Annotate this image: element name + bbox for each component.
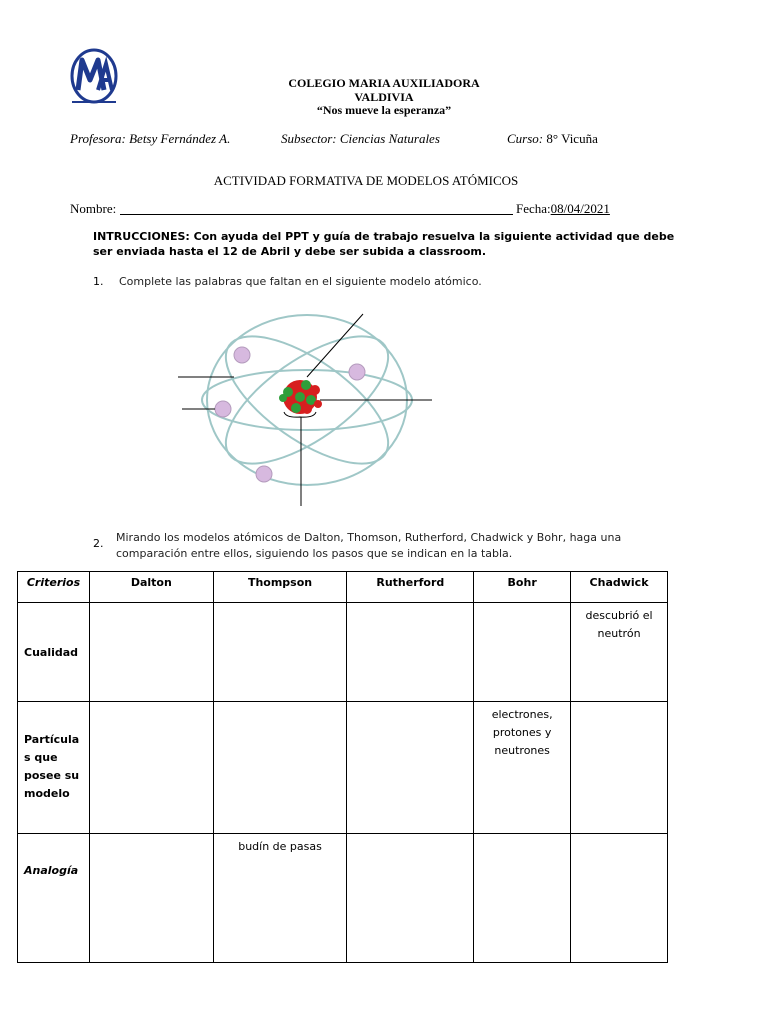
teacher-line (70, 131, 230, 147)
date-value: 08/04/2021 (550, 201, 610, 216)
table-row (18, 833, 668, 962)
date-field (516, 201, 610, 217)
cell-particulas-rutherford[interactable] (347, 701, 474, 833)
instructions-label: INTRUCCIONES: (93, 230, 190, 243)
criterion-analogia: Analogía (18, 833, 90, 962)
electron-4 (256, 466, 272, 482)
comparison-table (17, 571, 668, 963)
cell-analogia-chadwick[interactable] (571, 833, 668, 962)
cell-particulas-bohr[interactable]: electrones, protones y neutrones (474, 701, 571, 833)
course-label: Curso: (507, 131, 544, 146)
activity-title: ACTIVIDAD FORMATIVA DE MODELOS ATÓMICOS (213, 173, 519, 188)
cell-particulas-thompson[interactable] (213, 701, 347, 833)
teacher-name: Betsy Fernández A. (129, 131, 231, 146)
criterion-cualidad: Cualidad (18, 603, 90, 702)
cell-cualidad-dalton[interactable] (89, 603, 213, 702)
table-row (18, 603, 668, 702)
cell-cualidad-chadwick[interactable]: descubrió el neutrón (571, 603, 668, 702)
school-motto: “Nos mueve la esperanza” (316, 103, 452, 117)
header-rutherford: Rutherford (347, 572, 474, 603)
subject-line (281, 131, 440, 147)
school-city: VALDIVIA (354, 90, 414, 104)
school-name: COLEGIO MARIA AUXILIADORA (288, 76, 480, 90)
q1-text: Complete las palabras que faltan en el siguiente modelo atómico. (119, 275, 482, 288)
cell-particulas-chadwick[interactable] (571, 701, 668, 833)
header-criterios: Criterios (18, 572, 90, 603)
cell-analogia-dalton[interactable] (89, 833, 213, 962)
header-bohr: Bohr (474, 572, 571, 603)
header-thompson: Thompson (213, 572, 347, 603)
name-field-line[interactable] (120, 214, 513, 215)
cell-analogia-rutherford[interactable] (347, 833, 474, 962)
cell-cualidad-rutherford[interactable] (347, 603, 474, 702)
cell-analogia-thompson[interactable]: budín de pasas (213, 833, 347, 962)
teacher-label: Profesora: (70, 131, 126, 146)
cell-cualidad-bohr[interactable] (474, 603, 571, 702)
cell-cualidad-thompson[interactable] (213, 603, 347, 702)
table-header-row (18, 572, 668, 603)
name-field-label: Nombre: (70, 201, 117, 216)
subject-name: Ciencias Naturales (339, 131, 440, 146)
criterion-particulas: Partícula s que posee su modelo (18, 701, 90, 833)
instructions (93, 229, 689, 259)
course-line (507, 131, 598, 147)
course-name: 8° Vicuña (546, 131, 598, 146)
q1-number: 1. (93, 275, 104, 288)
cell-analogia-bohr[interactable] (474, 833, 571, 962)
electron-3 (215, 401, 231, 417)
nucleus (279, 380, 322, 414)
table-row (18, 701, 668, 833)
electron-1 (234, 347, 250, 363)
instructions-text: Con ayuda del PPT y guía de trabajo resuelva la siguiente actividad que debe ser enviada hasta el 12 de Abril y debe ser subida a classroom. (93, 230, 675, 258)
q2-text: Mirando los modelos atómicos de Dalton, Thomson, Rutherford, Chadwick y Bohr, haga una comparación entre ellos, siguiendo los pasos que se indican en la tabla. (116, 531, 622, 560)
electron-2 (349, 364, 365, 380)
header-dalton: Dalton (89, 572, 213, 603)
q2-number: 2. (93, 537, 104, 550)
date-label: Fecha: (516, 201, 551, 216)
cell-particulas-dalton[interactable] (89, 701, 213, 833)
header-chadwick: Chadwick (571, 572, 668, 603)
atom-diagram (170, 300, 440, 510)
subject-label: Subsector: (281, 131, 337, 146)
